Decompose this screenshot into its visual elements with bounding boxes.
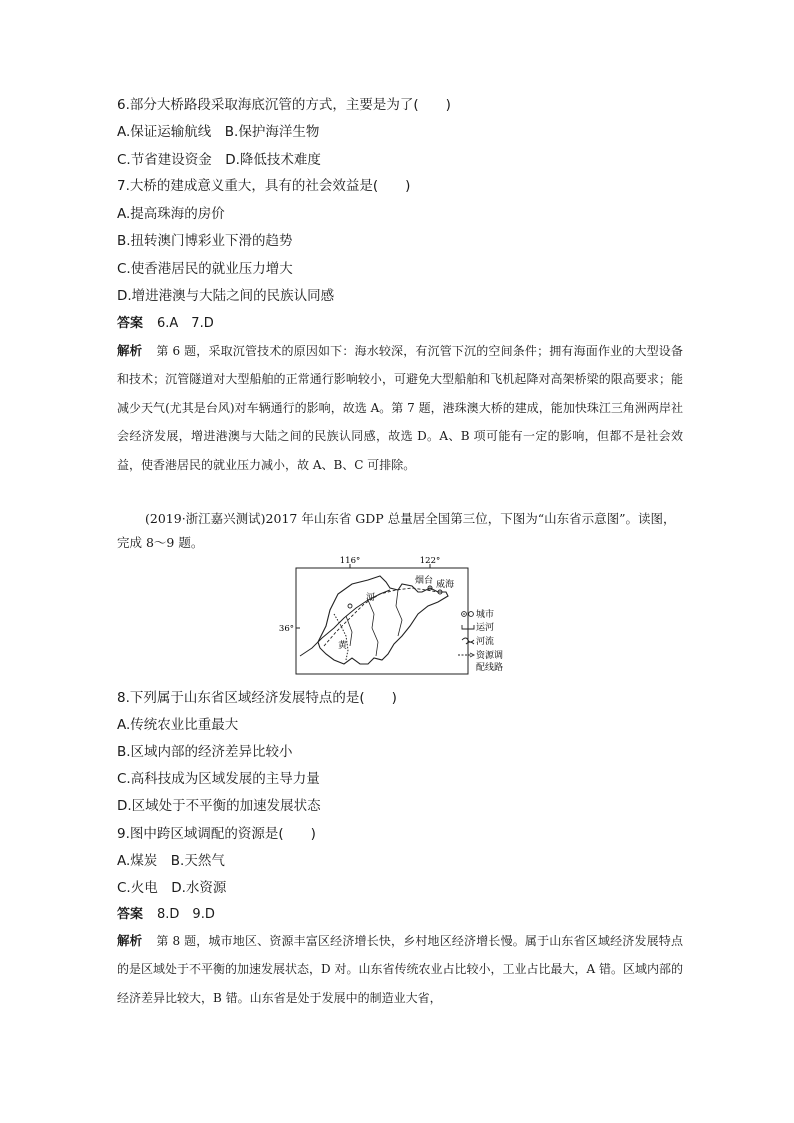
answer-label: 答案 [117, 316, 144, 331]
legend-river-label: 河流 [476, 637, 495, 647]
question-6-options-cd: C.节省建设资金 D.降低技术难度 [117, 152, 321, 168]
longitude-label-116: 116° [339, 556, 361, 566]
explanation-8-9 [117, 927, 683, 1012]
question-9-options-ab: A.煤炭 B.天然气 [117, 853, 225, 869]
question-7-option-c: C.使香港居民的就业压力增大 [117, 261, 293, 277]
question-9-options-cd: C.火电 D.水资源 [117, 880, 227, 896]
latitude-label-36: 36° [278, 624, 294, 634]
legend-canal-label: 运河 [476, 623, 495, 633]
question-7-option-b: B.扭转澳门博彩业下滑的趋势 [117, 233, 293, 249]
question-8-option-a: A.传统农业比重最大 [117, 717, 239, 733]
legend-city-icon-dot [463, 613, 465, 615]
legend-city-icon-2 [469, 612, 474, 617]
city-label-weihai: 威海 [436, 580, 455, 590]
question-8-option-c: C.高科技成为区域发展的主导力量 [117, 771, 320, 787]
question-7-option-d: D.增进港澳与大陆之间的民族认同感 [117, 288, 335, 304]
answer-8-9 [117, 906, 215, 924]
question-7-stem: 7.大桥的建成意义重大，具有的社会效益是( ) [117, 178, 411, 194]
legend-city-label: 城市 [476, 610, 495, 620]
question-8-option-b: B.区域内部的经济差异比较小 [117, 744, 293, 760]
question-6-options-ab: A.保证运输航线 B.保护海洋生物 [117, 124, 320, 140]
longitude-label-122: 122° [419, 556, 441, 566]
question-6-stem: 6.部分大桥路段采取海底沉管的方式，主要是为了( ) [117, 97, 451, 113]
legend-route-label-2: 配线路 [476, 663, 504, 673]
answer-6-7 [117, 315, 214, 333]
river-label-huang: 黄 [338, 641, 348, 651]
answer-text: 6.A 7.D [157, 316, 214, 331]
question-7-option-a: A.提高珠海的房价 [117, 206, 225, 222]
section-intro: (2019·浙江嘉兴测试)2017 年山东省 GDP 总量居全国第三位，下图为“山东省示意图”。读图，完成 8～9 题。 [117, 511, 676, 550]
explanation-text: 第 6 题，采取沉管技术的原因如下：海水较深，有沉管下沉的空间条件；拥有海面作业的大型设备和技术；沉管隧道对大型船舶的正常通行影响较小，可避免大型船舶和飞机起降对高架桥梁的限高要求；能减少天气(尤其是台风)对车辆通行的影响，故选 A。第 7 题，港珠澳大桥的建成，能加快珠江三角洲两岸社会经济发展，增进港澳与大陆之间的民族认同感，故选 D。A、B 项可能有一定的影响，但都不是社会效益，使香港居民的就业压力减小，故 A、B、C 可排除。 [117, 344, 683, 472]
question-9-stem: 9.图中跨区域调配的资源是( ) [117, 826, 316, 842]
explanation-label: 解析 [117, 343, 143, 358]
legend-route-label-1: 资源调 [476, 651, 504, 661]
explanation-6-7 [117, 337, 683, 479]
city-label-yantai: 烟台 [415, 576, 434, 586]
question-8-option-d: D.区域处于不平衡的加速发展状态 [117, 798, 321, 814]
river-branch [368, 600, 378, 656]
shandong-map [278, 556, 508, 678]
river-label-he: 河 [366, 593, 376, 603]
explanation-text: 第 8 题，城市地区、资源丰富区经济增长快，乡村地区经济增长慢。属于山东省区域经济发展特点的是区域处于不平衡的加速发展状态，D 对。山东省传统农业占比较小，工业占比最大，A 错。区域内部的经济差异比较大，B 错。山东省是处于发展中的制造业大省， [117, 934, 683, 1005]
answer-text: 8.D 9.D [157, 907, 215, 922]
explanation-label: 解析 [117, 933, 143, 948]
question-8-stem: 8.下列属于山东省区域经济发展特点的是( ) [117, 690, 397, 706]
resource-transfer-route [324, 588, 438, 646]
answer-label: 答案 [117, 907, 144, 922]
city-marker [348, 604, 352, 608]
river-branch [396, 590, 402, 636]
